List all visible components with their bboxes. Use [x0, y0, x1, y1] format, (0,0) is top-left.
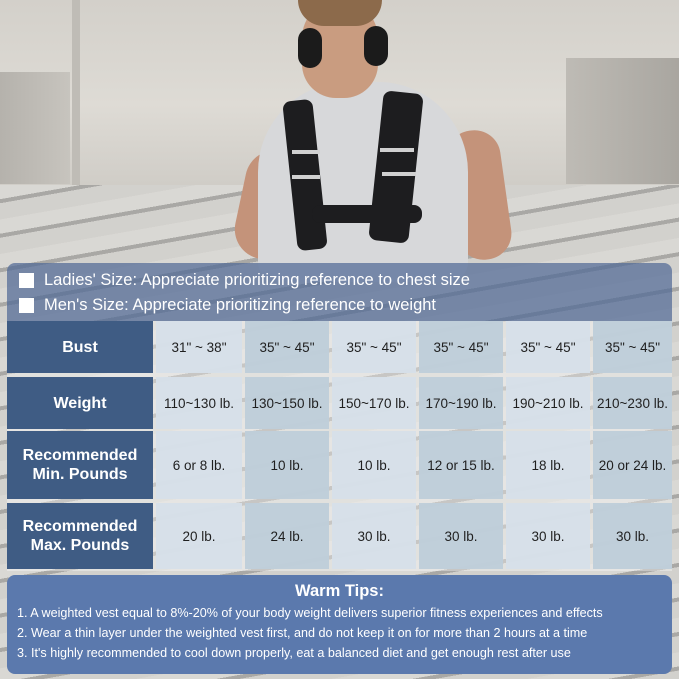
person-hair — [298, 0, 382, 26]
row-header-line: Min. Pounds — [32, 466, 128, 483]
row-header-line: Max. Pounds — [30, 537, 130, 554]
doorway-left — [0, 72, 70, 184]
row-header-weight: Weight — [7, 377, 153, 429]
table-cell: 12 or 15 lb. — [419, 431, 503, 499]
table-cell: 10 lb. — [332, 431, 416, 499]
square-bullet-icon — [19, 273, 34, 288]
table-cell: 35" ~ 45" — [593, 321, 672, 373]
tip-item: 2. Wear a thin layer under the weighted vest first, and do not keep it on for more than 2 hours at a time — [17, 626, 588, 640]
size-guidance-banner — [7, 263, 672, 321]
table-cell: 190~210 lb. — [506, 377, 590, 429]
table-cell: 130~150 lb. — [245, 377, 329, 429]
headphone-left-icon — [298, 28, 322, 68]
table-cell: 31" ~ 38" — [156, 321, 242, 373]
size-chart-table — [7, 321, 672, 571]
row-header-max-pounds — [7, 503, 153, 569]
table-row-bust — [7, 321, 672, 373]
warm-tips-title: Warm Tips: — [295, 582, 384, 600]
table-cell: 24 lb. — [245, 503, 329, 569]
table-cell: 35" ~ 45" — [506, 321, 590, 373]
table-cell: 30 lb. — [593, 503, 672, 569]
reflective-stripe — [292, 150, 320, 154]
reflective-stripe — [292, 175, 320, 179]
warm-tips-panel — [7, 575, 672, 674]
table-cell: 20 lb. — [156, 503, 242, 569]
table-cell: 20 or 24 lb. — [593, 431, 672, 499]
table-row-min-pounds — [7, 431, 672, 499]
table-cell: 30 lb. — [419, 503, 503, 569]
table-cell: 35" ~ 45" — [245, 321, 329, 373]
table-cell: 35" ~ 45" — [419, 321, 503, 373]
banner-item-ladies — [19, 269, 660, 292]
table-cell: 6 or 8 lb. — [156, 431, 242, 499]
banner-item-label: Ladies' Size: Appreciate prioritizing reference to chest size — [44, 271, 470, 289]
reflective-stripe — [380, 148, 414, 152]
table-row-weight — [7, 377, 672, 429]
vest-chest-band — [312, 205, 422, 223]
tip-item: 1. A weighted vest equal to 8%-20% of your body weight delivers superior fitness experiences and effects — [17, 606, 603, 620]
row-header-line: Recommended — [22, 518, 138, 535]
table-cell: 210~230 lb. — [593, 377, 672, 429]
row-header-min-pounds — [7, 431, 153, 499]
table-cell: 30 lb. — [506, 503, 590, 569]
pillar — [72, 0, 80, 190]
tip-item: 3. It's highly recommended to cool down properly, eat a balanced diet and get enough rest after use — [17, 646, 571, 660]
square-bullet-icon — [19, 298, 34, 313]
row-header-line: Recommended — [22, 447, 138, 464]
table-cell: 35" ~ 45" — [332, 321, 416, 373]
headphone-right-icon — [364, 26, 388, 66]
table-cell: 18 lb. — [506, 431, 590, 499]
banner-item-men — [19, 294, 660, 317]
table-row-max-pounds — [7, 503, 672, 569]
reflective-stripe — [382, 172, 416, 176]
table-cell: 170~190 lb. — [419, 377, 503, 429]
table-cell: 150~170 lb. — [332, 377, 416, 429]
table-cell: 30 lb. — [332, 503, 416, 569]
table-cell: 10 lb. — [245, 431, 329, 499]
table-cell: 110~130 lb. — [156, 377, 242, 429]
doorway-right — [566, 58, 679, 184]
row-header-bust: Bust — [7, 321, 153, 373]
banner-item-label: Men's Size: Appreciate prioritizing reference to weight — [44, 296, 437, 314]
